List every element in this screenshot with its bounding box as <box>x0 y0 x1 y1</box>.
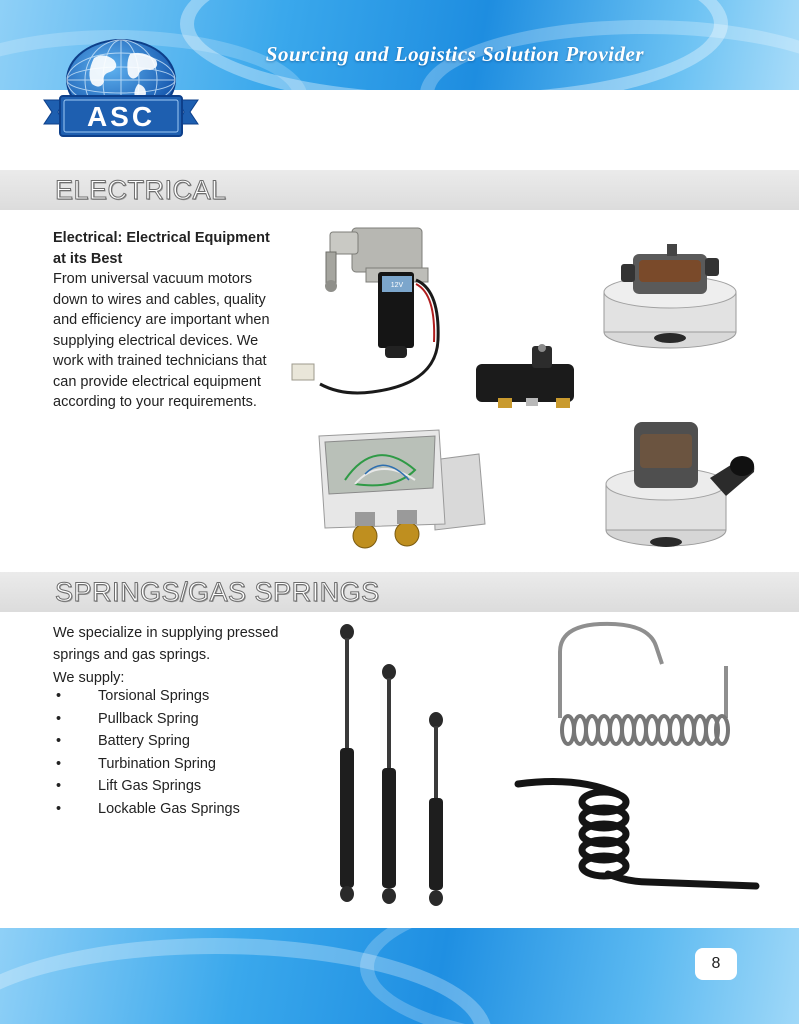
electrical-body-line: supplying electrical devices. We <box>53 332 259 349</box>
company-tagline: Sourcing and Logistics Solution Provider <box>265 42 644 66</box>
vacuum-motor-tangential-image <box>600 408 760 553</box>
springs-intro <box>53 622 313 689</box>
logo-text: ASC <box>86 101 156 132</box>
junction-box-image <box>315 424 490 554</box>
page-number: 8 <box>695 948 737 980</box>
switch-image <box>470 342 580 412</box>
electrical-body-line: can provide electrical equipment <box>53 373 261 390</box>
motor-label: 12V <box>390 282 404 289</box>
torsion-spring-image <box>548 620 738 752</box>
electrical-section-bar <box>0 170 799 210</box>
gas-springs-image <box>330 622 450 912</box>
list-item: • Lockable Gas Springs <box>53 798 303 821</box>
gear-motor-image <box>290 224 450 399</box>
electrical-section-title: ELECTRICAL <box>55 175 227 205</box>
list-item: • Pullback Spring <box>53 708 303 731</box>
electrical-body-line: From universal vacuum motors <box>53 271 253 287</box>
electrical-body-line: down to wires and cables, quality <box>53 291 266 308</box>
springs-section-bar <box>0 572 799 612</box>
electrical-body-line: work with trained technicians that <box>53 353 267 369</box>
springs-section-title: SPRINGS/GAS SPRINGS <box>55 577 380 607</box>
list-item: • Battery Spring <box>53 730 303 753</box>
springs-supply-list <box>53 685 303 821</box>
springs-intro-line: We specialize in supplying pressed <box>53 625 279 641</box>
springs-intro-line: springs and gas springs. <box>53 647 211 664</box>
electrical-body-line: and efficiency are important when <box>53 312 270 328</box>
springs-intro-line: We supply: <box>53 669 125 686</box>
footer-banner <box>0 928 799 1024</box>
electrical-description <box>53 228 303 413</box>
list-item: • Torsional Springs <box>53 685 303 708</box>
list-item: • Lift Gas Springs <box>53 775 303 798</box>
vacuum-motor-image <box>595 240 745 355</box>
list-item: • Turbination Spring <box>53 753 303 776</box>
asc-logo <box>42 38 200 142</box>
electrical-body-line: according to your requirements. <box>53 394 257 410</box>
electrical-heading-line-1: Electrical: Electrical Equipment <box>53 230 270 246</box>
electrical-heading-line-2: at its Best <box>53 250 123 267</box>
black-torsion-spring-image <box>512 772 762 894</box>
